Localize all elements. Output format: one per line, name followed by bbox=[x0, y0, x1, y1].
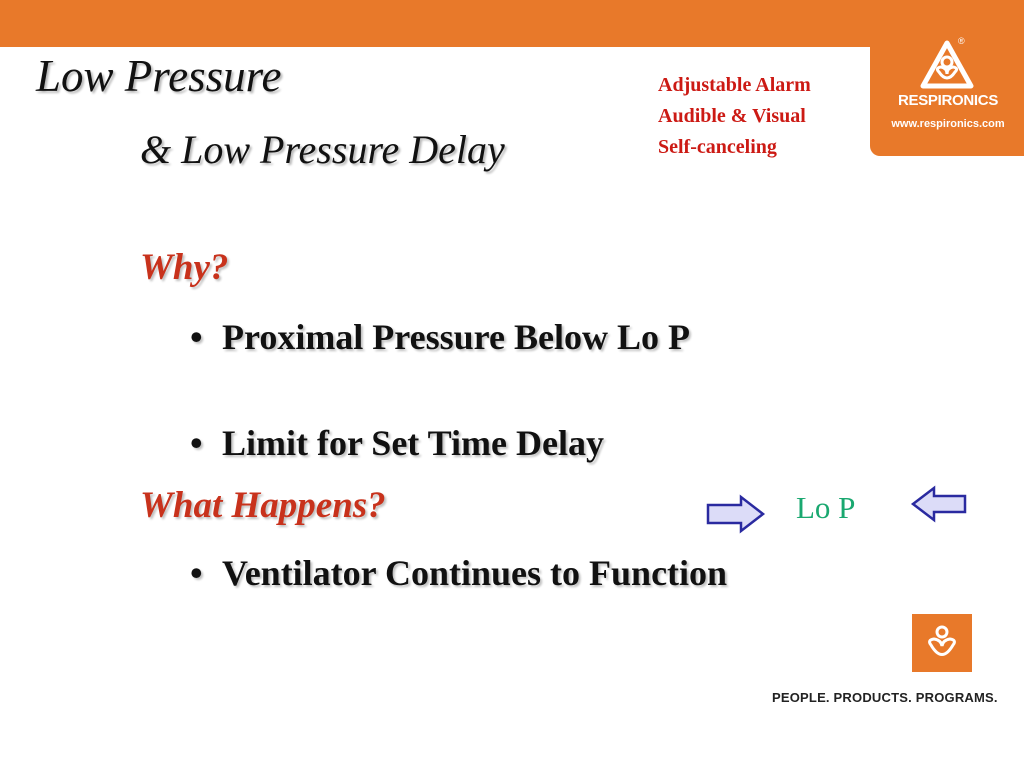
bullet-item bbox=[190, 314, 730, 360]
respironics-heart-triangle-icon bbox=[917, 40, 977, 90]
people-heart-icon bbox=[912, 614, 972, 672]
brand-name: RESPIRONICS bbox=[897, 92, 999, 109]
bullet-dot: • bbox=[190, 423, 203, 463]
bullet-text: Proximal Pressure Below Lo P bbox=[222, 317, 690, 357]
bullet-item bbox=[190, 550, 730, 596]
arrow-right-icon bbox=[705, 494, 767, 534]
people-heart-glyph bbox=[912, 614, 972, 672]
slide-title: Low Pressure bbox=[36, 51, 282, 101]
brand-url: www.respironics.com bbox=[891, 118, 1005, 130]
brand-tagline: PEOPLE. PRODUCTS. PROGRAMS. bbox=[772, 690, 998, 705]
bullet-text: Ventilator Continues to Function bbox=[222, 553, 728, 593]
alarm-note: Audible & Visual bbox=[658, 105, 806, 127]
bullet-dot: • bbox=[190, 317, 203, 357]
arrow-left-icon bbox=[910, 485, 968, 523]
registered-mark: ® bbox=[958, 36, 965, 46]
slide-subtitle: & Low Pressure Delay bbox=[140, 127, 505, 172]
bullet-item bbox=[190, 420, 730, 466]
alarm-note: Adjustable Alarm bbox=[658, 74, 811, 96]
lo-p-indicator-label: Lo P bbox=[796, 490, 856, 525]
bullet-dot: • bbox=[190, 553, 203, 593]
alarm-note: Self-canceling bbox=[658, 136, 777, 158]
what-happens-heading: What Happens? bbox=[140, 485, 386, 526]
bullet-text: Limit for Set Time Delay bbox=[222, 423, 604, 463]
why-heading: Why? bbox=[140, 247, 229, 288]
alarm-notes bbox=[658, 70, 811, 163]
brand-logo-panel bbox=[870, 0, 1024, 156]
